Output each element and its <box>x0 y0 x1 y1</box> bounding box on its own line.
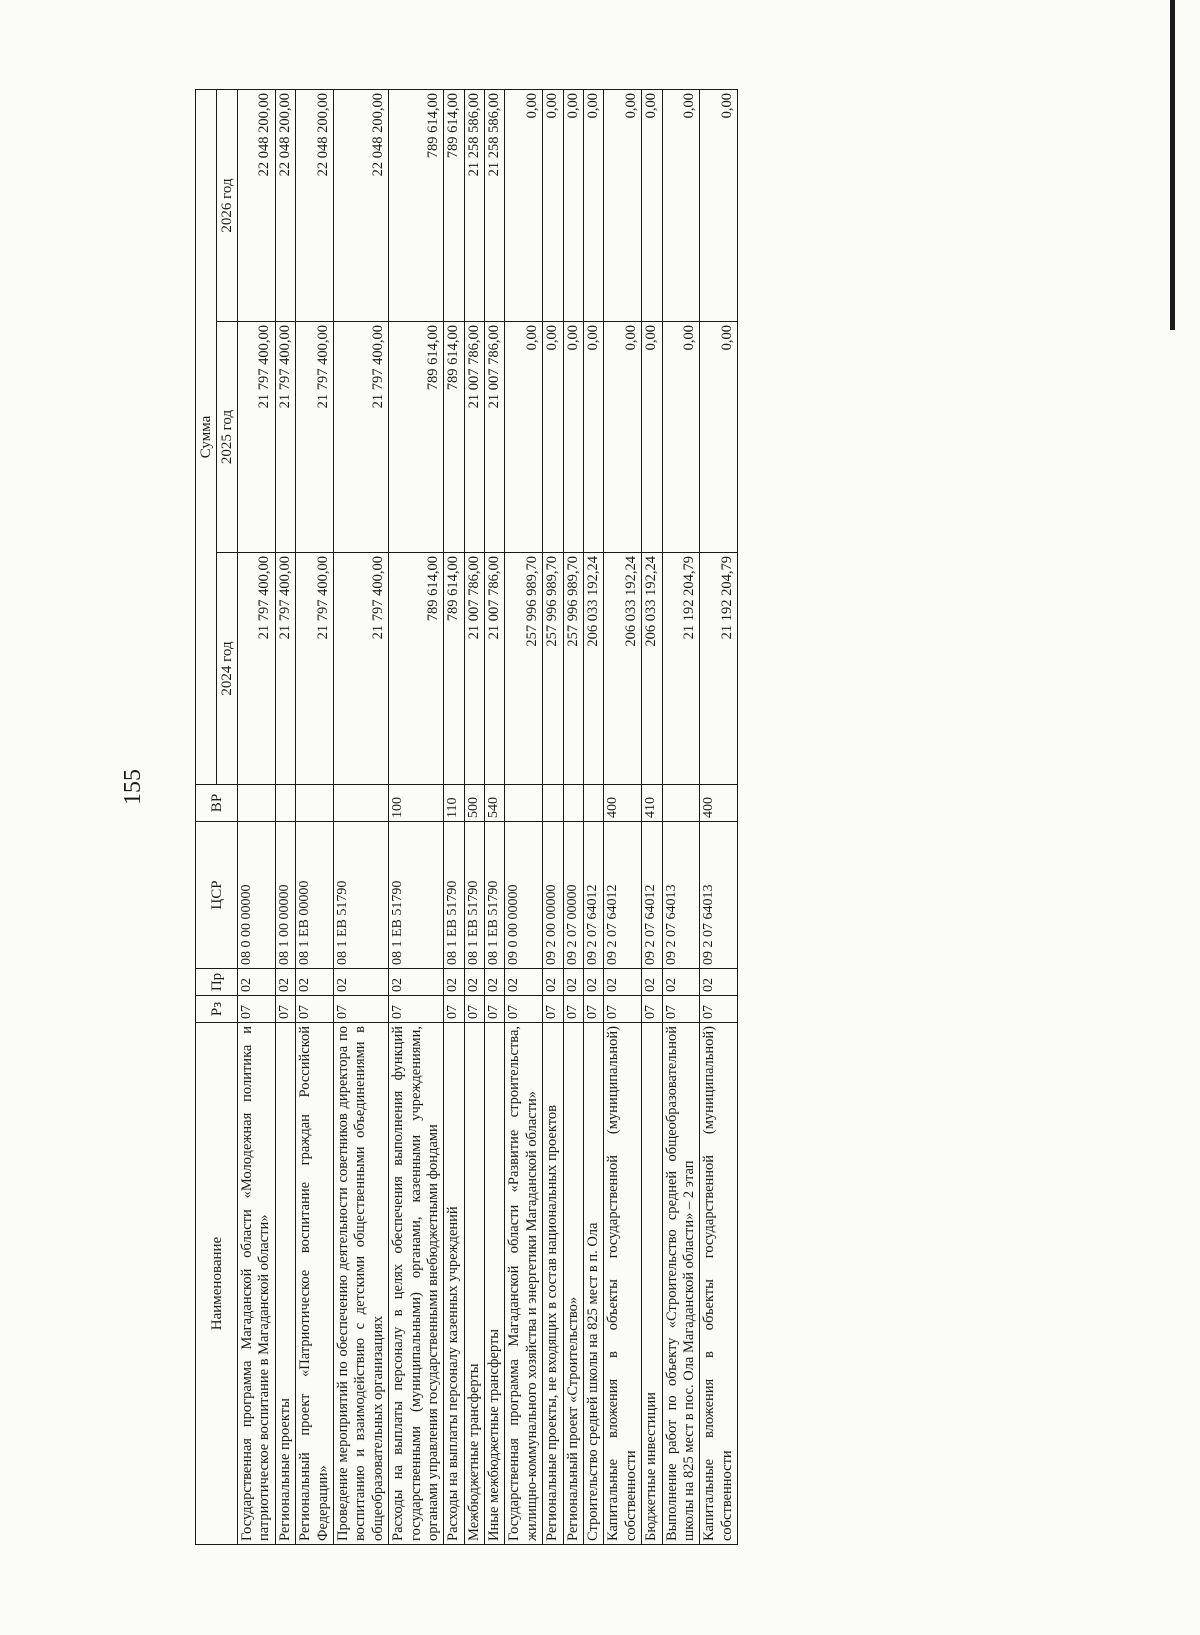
row-sum-2025: 0,00 <box>563 322 583 553</box>
row-name: Иные межбюджетные трансферты <box>485 1023 505 1545</box>
row-sum-2026: 0,00 <box>505 89 543 321</box>
row-sum-2025: 0,00 <box>505 322 543 553</box>
row-sum-2025: 0,00 <box>543 322 563 553</box>
table-row <box>543 89 563 1544</box>
row-name: Капитальные вложения в объекты государственной (муниципальной) собственности <box>604 1023 642 1545</box>
row-vr <box>563 785 583 822</box>
row-sum-2026: 22 048 200,00 <box>238 89 276 321</box>
header-year-2024: 2024 год <box>217 553 238 785</box>
row-vr: 410 <box>642 785 662 822</box>
row-name: Региональные проекты, не входящих в состав национальных проектов <box>543 1023 563 1545</box>
row-vr <box>238 785 276 822</box>
row-csr: 09 2 00 00000 <box>543 822 563 969</box>
row-name: Капитальные вложения в объекты государственной (муниципальной) собственности <box>700 1023 738 1545</box>
header-vr: ВР <box>196 785 238 822</box>
row-sum-2025: 21 797 400,00 <box>296 322 334 553</box>
table-row <box>662 89 700 1544</box>
row-csr: 09 0 00 00000 <box>505 822 543 969</box>
row-sum-2024: 257 996 989,70 <box>505 553 543 785</box>
row-vr: 400 <box>700 785 738 822</box>
row-sum-2024: 789 614,00 <box>444 553 464 785</box>
row-csr: 08 1 00 00000 <box>275 822 295 969</box>
row-name: Государственная программа Магаданской области «Развитие строительства, жилищно-коммунального хозяйства и энергетики Магаданской области» <box>505 1023 543 1545</box>
row-rz: 07 <box>642 996 662 1023</box>
row-sum-2024: 257 996 989,70 <box>543 553 563 785</box>
row-vr <box>584 785 604 822</box>
header-year-2025: 2025 год <box>217 322 238 553</box>
row-sum-2025: 789 614,00 <box>444 322 464 553</box>
row-vr <box>275 785 295 822</box>
row-csr: 08 1 ЕВ 51790 <box>464 822 484 969</box>
row-sum-2024: 257 996 989,70 <box>563 553 583 785</box>
row-pr: 02 <box>444 969 464 996</box>
table-header-row <box>196 89 217 1544</box>
row-sum-2026: 22 048 200,00 <box>275 89 295 321</box>
row-vr: 500 <box>464 785 484 822</box>
row-sum-2026: 0,00 <box>563 89 583 321</box>
row-sum-2026: 22 048 200,00 <box>296 89 334 321</box>
row-rz: 07 <box>563 996 583 1023</box>
row-pr: 02 <box>238 969 276 996</box>
row-pr: 02 <box>389 969 444 996</box>
row-name: Региональный проект «Патриотическое воспитание граждан Российской Федерации» <box>296 1023 334 1545</box>
table-row <box>238 89 276 1544</box>
row-name: Проведение мероприятий по обеспечению деятельности советников директора по воспитанию и взаимодействию с детскими общественными объединениями в общеобразовательных организациях <box>333 1023 388 1545</box>
row-pr: 02 <box>485 969 505 996</box>
table-row <box>333 89 388 1544</box>
table-row <box>642 89 662 1544</box>
row-sum-2025: 789 614,00 <box>389 322 444 553</box>
row-vr <box>296 785 334 822</box>
row-sum-2024: 206 033 192,24 <box>642 553 662 785</box>
row-sum-2024: 21 797 400,00 <box>238 553 276 785</box>
row-pr: 02 <box>275 969 295 996</box>
row-vr <box>505 785 543 822</box>
row-rz: 07 <box>238 996 276 1023</box>
header-year-2026: 2026 год <box>217 89 238 321</box>
row-rz: 07 <box>505 996 543 1023</box>
row-vr <box>662 785 700 822</box>
table-row <box>584 89 604 1544</box>
row-vr: 400 <box>604 785 642 822</box>
row-sum-2024: 21 797 400,00 <box>296 553 334 785</box>
table-body <box>238 89 738 1544</box>
row-sum-2025: 21 797 400,00 <box>275 322 295 553</box>
row-csr: 08 1 ЕВ 00000 <box>296 822 334 969</box>
row-rz: 07 <box>444 996 464 1023</box>
row-rz: 07 <box>662 996 700 1023</box>
row-sum-2026: 0,00 <box>604 89 642 321</box>
row-name: Региональный проект «Строительство» <box>563 1023 583 1545</box>
table-row <box>296 89 334 1544</box>
table-row <box>700 89 738 1544</box>
row-rz: 07 <box>604 996 642 1023</box>
row-sum-2024: 21 797 400,00 <box>333 553 388 785</box>
row-rz: 07 <box>543 996 563 1023</box>
row-sum-2026: 0,00 <box>662 89 700 321</box>
row-rz: 07 <box>700 996 738 1023</box>
row-name: Выполнение работ по объекту «Строительство средней общеобразовательной школы на 825 мест в пос. Ола Магаданской области» – 2 этап <box>662 1023 700 1545</box>
header-rz: Рз <box>196 996 238 1023</box>
row-sum-2025: 0,00 <box>662 322 700 553</box>
row-name: Межбюджетные трансферты <box>464 1023 484 1545</box>
row-rz: 07 <box>275 996 295 1023</box>
row-pr: 02 <box>700 969 738 996</box>
row-sum-2024: 206 033 192,24 <box>604 553 642 785</box>
row-csr: 09 2 07 64013 <box>662 822 700 969</box>
table-row <box>389 89 444 1544</box>
row-sum-2024: 21 007 786,00 <box>485 553 505 785</box>
row-sum-2025: 21 797 400,00 <box>238 322 276 553</box>
row-pr: 02 <box>543 969 563 996</box>
row-rz: 07 <box>485 996 505 1023</box>
table-row <box>444 89 464 1544</box>
row-rz: 07 <box>333 996 388 1023</box>
header-csr: ЦСР <box>196 822 238 969</box>
row-name: Расходы на выплаты персоналу в целях обеспечения выполнения функций государственными (муниципальными) органами, казенными учреждениями, органами управления государственными внебюджетными фондами <box>389 1023 444 1545</box>
row-csr: 08 1 ЕВ 51790 <box>389 822 444 969</box>
table-row <box>604 89 642 1544</box>
row-pr: 02 <box>642 969 662 996</box>
header-name: Наименование <box>196 1023 238 1545</box>
row-pr: 02 <box>584 969 604 996</box>
row-sum-2026: 0,00 <box>700 89 738 321</box>
row-sum-2025: 0,00 <box>584 322 604 553</box>
row-sum-2025: 21 797 400,00 <box>333 322 388 553</box>
row-sum-2026: 21 258 586,00 <box>464 89 484 321</box>
row-pr: 02 <box>296 969 334 996</box>
row-pr: 02 <box>563 969 583 996</box>
row-sum-2024: 21 192 204,79 <box>662 553 700 785</box>
row-csr: 08 1 ЕВ 51790 <box>485 822 505 969</box>
row-pr: 02 <box>662 969 700 996</box>
row-sum-2025: 21 007 786,00 <box>464 322 484 553</box>
row-sum-2025: 0,00 <box>604 322 642 553</box>
row-csr: 08 0 00 00000 <box>238 822 276 969</box>
row-sum-2024: 21 007 786,00 <box>464 553 484 785</box>
margin-rule <box>1170 0 1175 330</box>
row-vr <box>333 785 388 822</box>
table-row <box>275 89 295 1544</box>
row-vr: 110 <box>444 785 464 822</box>
row-sum-2026: 0,00 <box>642 89 662 321</box>
row-vr: 100 <box>389 785 444 822</box>
row-sum-2025: 0,00 <box>700 322 738 553</box>
row-name: Расходы на выплаты персоналу казенных учреждений <box>444 1023 464 1545</box>
row-name: Строительство средней школы на 825 мест в п. Ола <box>584 1023 604 1545</box>
row-sum-2026: 789 614,00 <box>444 89 464 321</box>
table-row <box>464 89 484 1544</box>
row-name: Государственная программа Магаданской области «Молодежная политика и патриотическое воспитание в Магаданской области» <box>238 1023 276 1545</box>
row-sum-2024: 21 797 400,00 <box>275 553 295 785</box>
row-sum-2026: 789 614,00 <box>389 89 444 321</box>
row-csr: 09 2 07 64012 <box>584 822 604 969</box>
row-sum-2026: 22 048 200,00 <box>333 89 388 321</box>
row-csr: 09 2 07 00000 <box>563 822 583 969</box>
header-pr: Пр <box>196 969 238 996</box>
row-pr: 02 <box>604 969 642 996</box>
table-row <box>505 89 543 1544</box>
row-rz: 07 <box>389 996 444 1023</box>
header-sum: Сумма <box>196 89 217 784</box>
row-csr: 08 1 ЕВ 51790 <box>444 822 464 969</box>
row-sum-2025: 0,00 <box>642 322 662 553</box>
rotated-table-container <box>195 90 735 1545</box>
row-pr: 02 <box>464 969 484 996</box>
row-vr: 540 <box>485 785 505 822</box>
row-rz: 07 <box>296 996 334 1023</box>
row-rz: 07 <box>464 996 484 1023</box>
row-pr: 02 <box>333 969 388 996</box>
row-sum-2026: 0,00 <box>543 89 563 321</box>
row-sum-2025: 21 007 786,00 <box>485 322 505 553</box>
row-csr: 09 2 07 64013 <box>700 822 738 969</box>
row-csr: 09 2 07 64012 <box>604 822 642 969</box>
row-sum-2026: 0,00 <box>584 89 604 321</box>
table-row <box>563 89 583 1544</box>
page-number: 155 <box>120 769 146 805</box>
row-sum-2024: 789 614,00 <box>389 553 444 785</box>
row-sum-2026: 21 258 586,00 <box>485 89 505 321</box>
row-name: Бюджетные инвестиции <box>642 1023 662 1545</box>
row-sum-2024: 21 192 204,79 <box>700 553 738 785</box>
row-sum-2024: 206 033 192,24 <box>584 553 604 785</box>
row-csr: 09 2 07 64012 <box>642 822 662 969</box>
row-vr <box>543 785 563 822</box>
budget-table <box>195 89 738 1545</box>
row-csr: 08 1 ЕВ 51790 <box>333 822 388 969</box>
row-pr: 02 <box>505 969 543 996</box>
row-rz: 07 <box>584 996 604 1023</box>
row-name: Региональные проекты <box>275 1023 295 1545</box>
table-row <box>485 89 505 1544</box>
